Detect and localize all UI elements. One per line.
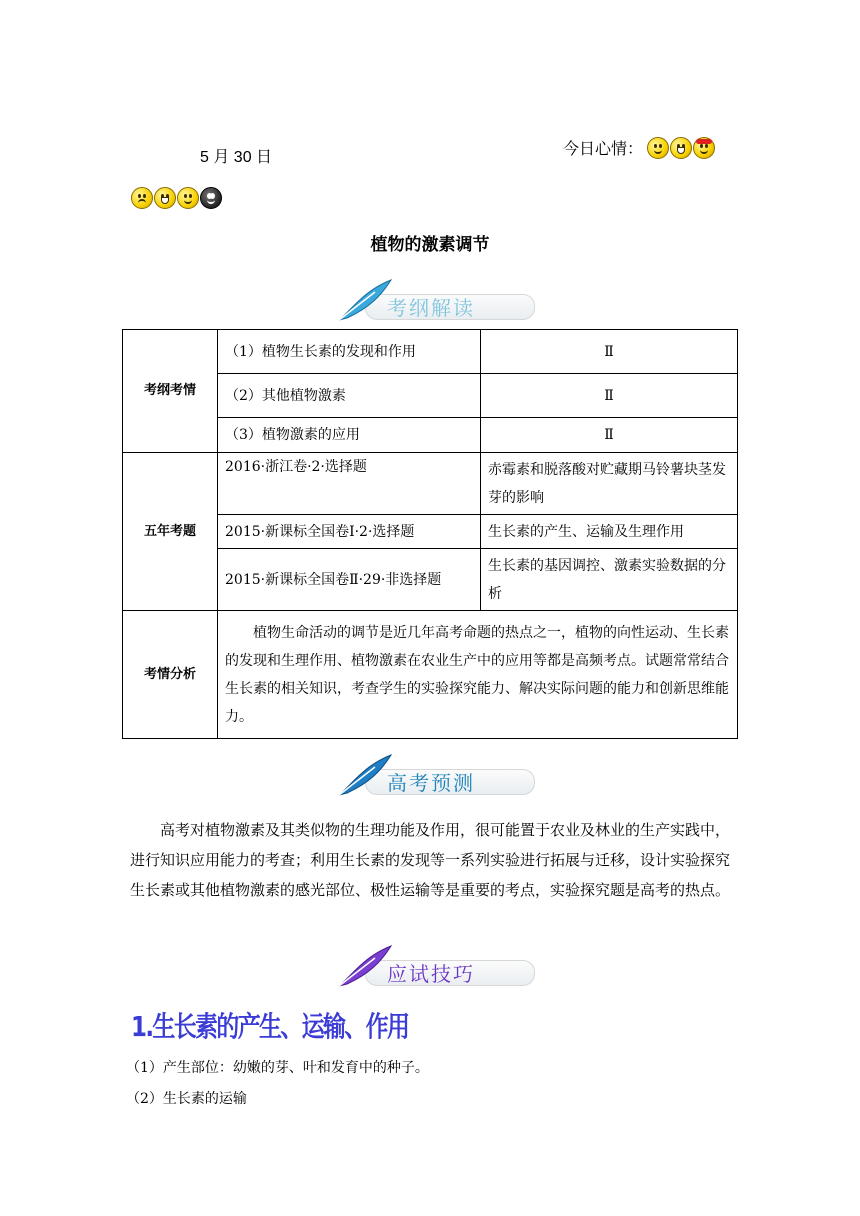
wunian-label: 五年考题 xyxy=(123,453,218,611)
exam-topic: 生长素的基因调控、激素实验数据的分析 xyxy=(481,549,738,611)
banner-text: 高考预测 xyxy=(387,771,475,795)
kaogang-item: （3）植物激素的应用 xyxy=(218,418,481,453)
thinking-face-icon xyxy=(131,187,153,209)
emoji-row xyxy=(131,187,222,209)
grin-face-icon xyxy=(670,137,692,159)
banner-kaogang xyxy=(335,278,535,324)
analysis-text: 植物生命活动的调节是近几年高考命题的热点之一，植物的向性运动、生长素的发现和生理作用、植物激素在农业生产中的应用等都是高频考点。试题常常结合生长素的相关知识，考查学生的实验探究能力、解决实际问题的能力和创新思维能力。 xyxy=(218,611,738,739)
smile-face-icon xyxy=(647,137,669,159)
kaogang-level: Ⅱ xyxy=(481,330,738,374)
smirk-face-icon xyxy=(177,187,199,209)
feather-icon xyxy=(335,944,395,990)
kaogang-label: 考纲考情 xyxy=(123,330,218,453)
exam-topic: 赤霉素和脱落酸对贮藏期马铃薯块茎发芽的影响 xyxy=(481,453,738,515)
banner-text: 应试技巧 xyxy=(387,962,475,986)
page-title: 植物的激素调节 xyxy=(370,235,490,255)
crying-face-icon xyxy=(154,187,176,209)
kaogang-item: （1）植物生长素的发现和作用 xyxy=(218,330,481,374)
feather-icon xyxy=(335,753,395,799)
banner-jiqiao xyxy=(335,944,535,990)
angry-face-icon xyxy=(693,137,715,159)
banner-yuce xyxy=(335,753,535,799)
exam-source: 2015·新课标全国卷Ⅰ·2·选择题 xyxy=(218,515,481,549)
kaogang-level: Ⅱ xyxy=(481,374,738,418)
section-heading: 1.生长素的产生、运输、作用 xyxy=(131,1010,409,1043)
kaogang-level: Ⅱ xyxy=(481,418,738,453)
kaogang-item: （2）其他植物激素 xyxy=(218,374,481,418)
exam-source: 2015·新课标全国卷Ⅱ·29·非选择题 xyxy=(218,549,481,611)
banner-text: 考纲解读 xyxy=(387,296,475,320)
exam-topic: 生长素的产生、运输及生理作用 xyxy=(481,515,738,549)
analysis-label: 考情分析 xyxy=(123,611,218,739)
section-line: （1）产生部位：幼嫩的芽、叶和发育中的种子。 xyxy=(126,1060,429,1076)
feather-icon xyxy=(335,278,395,324)
section-line: （2）生长素的运输 xyxy=(126,1091,247,1107)
exam-table xyxy=(122,329,738,739)
mood-label: 今日心情： xyxy=(563,141,644,158)
date: 5 月 30 日 xyxy=(200,149,273,166)
skull-face-icon xyxy=(200,187,222,209)
exam-source: 2016·浙江卷·2·选择题 xyxy=(218,453,481,515)
mood-row xyxy=(563,136,715,159)
prediction-paragraph: 高考对植物激素及其类似物的生理功能及作用，很可能置于农业及林业的生产实践中，进行知识应用能力的考查；利用生长素的发现等一系列实验进行拓展与迁移，设计实验探究生长素或其他植物激素的感光部位、极性运输等是重要的考点，实验探究题是高考的热点。 xyxy=(130,821,731,899)
